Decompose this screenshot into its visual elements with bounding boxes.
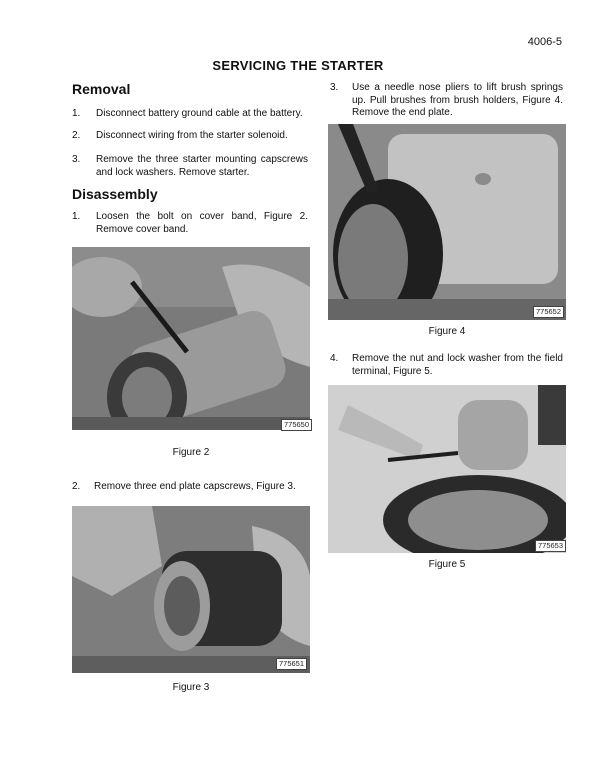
page-title: SERVICING THE STARTER [212, 58, 384, 73]
step-text: Remove the nut and lock washer from the field terminal, Figure 5. [352, 353, 563, 377]
disassembly-step-2 [72, 481, 308, 495]
figure-2-photo [72, 247, 310, 430]
disassembly-heading: Disassembly [72, 186, 158, 202]
figure-2-id: 775650 [281, 419, 312, 431]
disassembly-step-1 [72, 211, 308, 239]
removal-heading: Removal [72, 81, 131, 97]
figure-4-caption: Figure 4 [428, 326, 466, 337]
step-number: 2. [72, 130, 81, 141]
removal-step-1 [72, 108, 308, 122]
step-number: 3. [330, 82, 339, 93]
figure-5-id: 775653 [535, 540, 566, 552]
figure-4-id: 775652 [533, 306, 564, 318]
figure-5-photo [328, 385, 566, 553]
step-text: Disconnect battery ground cable at the battery. [96, 108, 303, 119]
figure-3-caption: Figure 3 [172, 682, 210, 693]
removal-step-3 [72, 154, 308, 182]
step-text: Remove three end plate capscrews, Figure 3. [94, 481, 296, 492]
step-number: 3. [72, 154, 81, 165]
step-text: Loosen the bolt on cover band, Figure 2. Remove cover band. [96, 211, 308, 235]
step-text: Use a needle nose pliers to lift brush springs up. Pull brushes from brush holders, Figure 4. Remove the end plate. [352, 82, 563, 118]
figure-5-caption: Figure 5 [428, 559, 466, 570]
figure-3-photo [72, 506, 310, 673]
step-number: 2. [72, 481, 81, 492]
figure-2-caption: Figure 2 [172, 447, 210, 458]
removal-step-2 [72, 130, 308, 144]
page-number: 4006-5 [527, 36, 562, 48]
disassembly-step-3 [330, 82, 563, 122]
step-number: 1. [72, 108, 81, 119]
figure-4-photo [328, 124, 566, 320]
figure-3-id: 775651 [276, 658, 307, 670]
step-text: Remove the three starter mounting capscrews and lock washers. Remove starter. [96, 154, 308, 178]
step-number: 1. [72, 211, 81, 222]
step-text: Disconnect wiring from the starter solenoid. [96, 130, 288, 141]
disassembly-step-4 [330, 353, 563, 381]
step-number: 4. [330, 353, 339, 364]
